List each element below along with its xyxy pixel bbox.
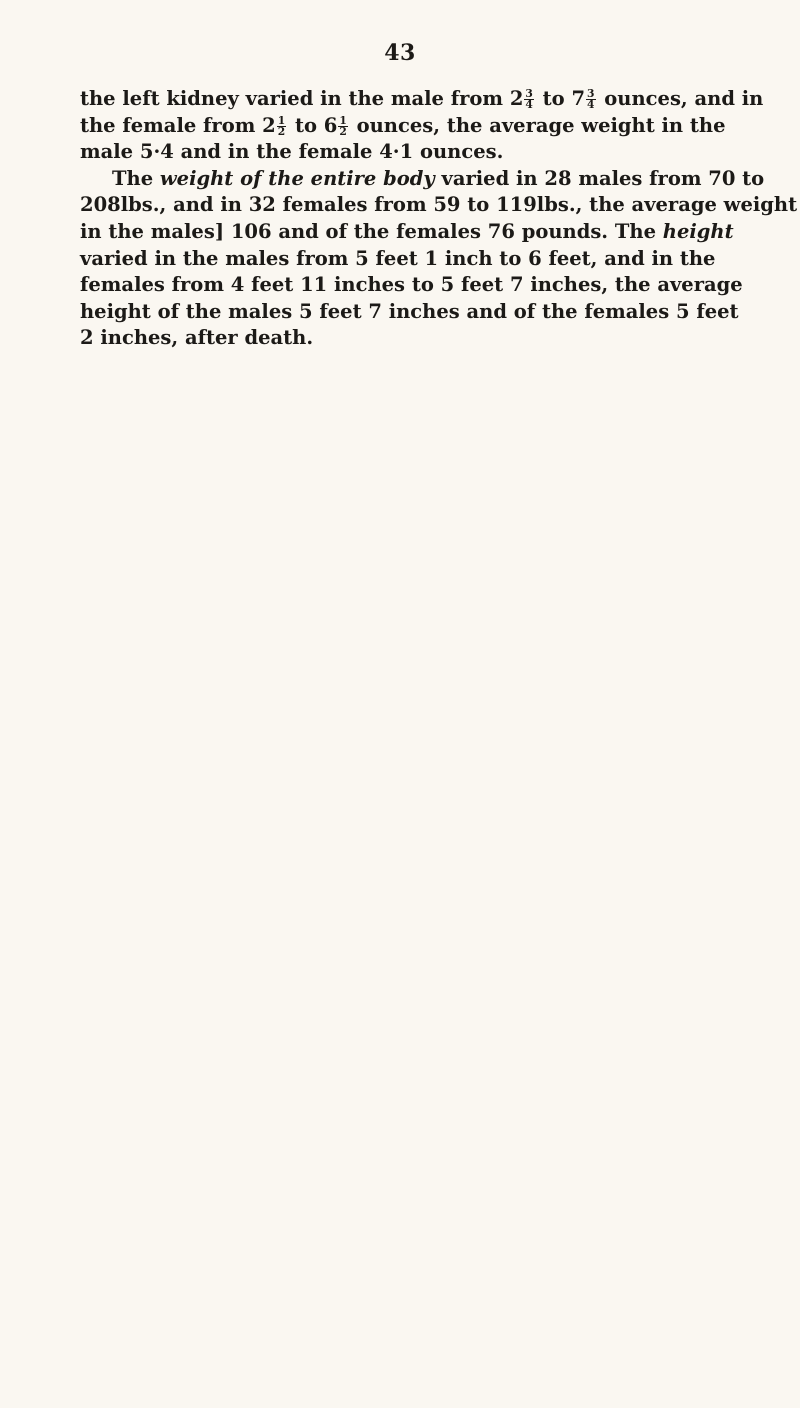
fraction-three-quarters: $\frac{3}{4}$: [587, 87, 595, 112]
text-line: females from 4 feet 11 inches to 5 feet 7 inches, the average: [80, 273, 743, 297]
italic-phrase: weight of the entire body: [159, 166, 435, 190]
fraction-three-quarters: $\frac{3}{4}$: [525, 87, 533, 112]
text-line: height of the males 5 feet 7 inches and of the females 5 feet: [80, 299, 739, 323]
italic-word: height: [662, 219, 734, 243]
text-line: 2 inches, after death.: [80, 326, 314, 350]
fraction-one-half: $\frac{1}{2}$: [277, 113, 286, 138]
page-number: 43: [384, 40, 416, 66]
text-line: male 5·4 and in the female 4·1 ounces.: [80, 140, 504, 164]
text-line: varied in the males from 5 feet 1 inch to 6 feet, and in the: [80, 246, 716, 270]
text-line: in the males] 106 and of the females 76 pounds. The height: [80, 219, 734, 243]
text-line: 208lbs., and in 32 females from 59 to 119lbs., the average weight: [80, 193, 798, 217]
body-text: [80, 86, 798, 352]
text-line: the left kidney varied in the male from 2 $\frac{3}{4}$ to 7 $\frac{3}{4}$ ounces, and in: [80, 87, 764, 112]
fraction-one-half: $\frac{1}{2}$: [339, 113, 347, 138]
text-line: the female from 2 $\frac{1}{2}$ to 6 $\frac{1}{2}$ ounces, the average weight in the: [80, 113, 726, 138]
text-line: The weight of the entire body varied in 28 males from 70 to: [112, 166, 765, 190]
